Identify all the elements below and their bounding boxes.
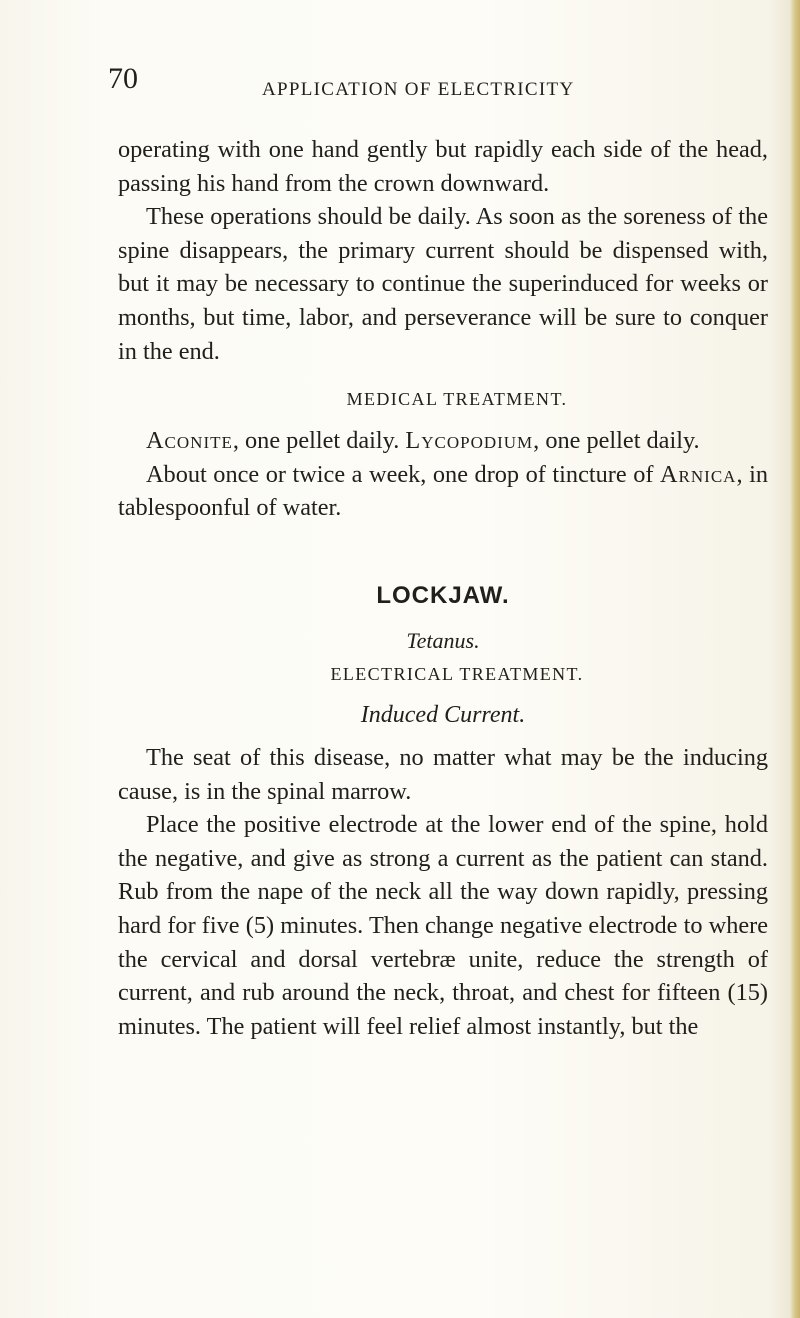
aconite-dose: , one pellet daily. [232, 427, 406, 455]
paragraph-arnica [118, 458, 768, 525]
paragraph-continued: operating with one hand gently but rapidly each side of the head, passing his hand from the crown downward. [118, 136, 768, 197]
arnica-dose: , in tablespoonful of water. [118, 460, 768, 522]
paragraph-operations: These operations should be daily. As soon as the soreness of the spine disappears, the primary current should be dispensed with, but it may be necessary to continue the superinduced for weeks or months, but time, labor, and perseverance will be sure to conquer in the end. [118, 203, 768, 365]
page-body [118, 133, 768, 1043]
remedy-lycopodium: Lycopodium [405, 427, 534, 455]
page-number: 70 [108, 62, 138, 95]
arnica-intro: About once or twice a week, one drop of tincture of [146, 460, 660, 488]
page-header [0, 62, 800, 102]
paragraph-electrode-placement: Place the positive electrode at the lower end of the spine, hold the negative, and give as strong a current as the patient can stand. Rub from the nape of the neck all the way down rapidly, pressing hard for five (5) minutes. Then change negative electrode to where the cervical and dorsal vertebræ unite, reduce the strength of current, and rub around the neck, throat, and chest for fifteen (15) minutes. The patient will feel relief almost instantly, but the [118, 811, 768, 1040]
paragraph-seat-of-disease: The seat of this disease, no matter what may be the inducing cause, is in the spinal marrow. [118, 743, 768, 805]
paragraph-aconite [118, 424, 768, 458]
heading-medical-treatment: MEDICAL TREATMENT. [346, 389, 568, 410]
heading-induced-current: Induced Current. [360, 701, 526, 728]
heading-tetanus: Tetanus. [406, 627, 480, 653]
heading-lockjaw: LOCKJAW. [376, 581, 510, 609]
remedy-aconite: Aconite [146, 427, 233, 455]
running-head: APPLICATION OF ELECTRICITY [262, 79, 575, 100]
heading-electrical-treatment: ELECTRICAL TREATMENT. [330, 663, 584, 684]
page-edge [790, 0, 800, 1318]
remedy-arnica: Arnica [660, 460, 737, 488]
lycopodium-dose: , one pellet daily. [533, 427, 700, 455]
